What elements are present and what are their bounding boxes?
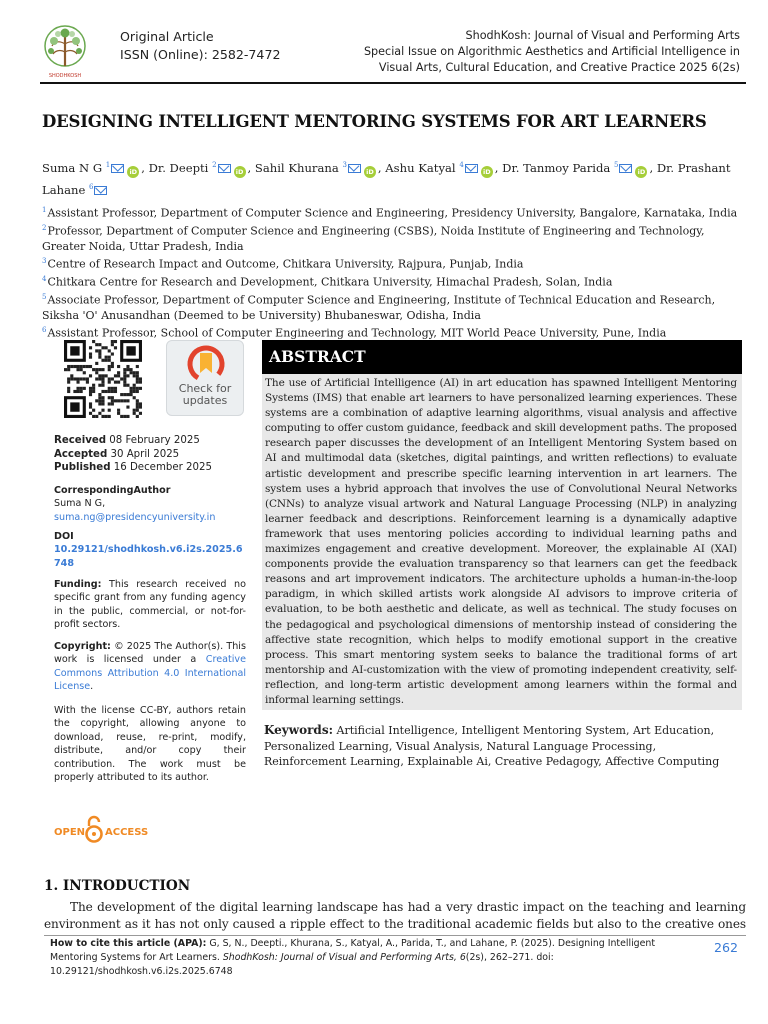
logo-caption: SHODHKOSH [48, 73, 82, 79]
page-number: 262 [713, 940, 738, 955]
affiliation-number: 4 [42, 274, 47, 283]
author-affiliation-number: 4 [459, 161, 464, 169]
doi-block [54, 530, 246, 570]
corresponding-email[interactable]: suma.ng@presidencyuniversity.in [54, 511, 216, 523]
affiliation-text: Professor, Department of Computer Science and Engineering (CSBS), Noida Institute of Engineering and Technology, Greater Noida, Uttar Pradesh, India [42, 224, 705, 253]
qr-code[interactable] [64, 340, 142, 418]
author-separator: , [377, 160, 386, 175]
author-affiliation-number: 2 [212, 161, 217, 169]
affiliation-text: Assistant Professor, Department of Computer Science and Engineering, Presidency University, Bangalore, Karnataka, India [47, 206, 738, 220]
journal-logo [40, 22, 90, 80]
author-name: Ashu Katyal [385, 160, 456, 175]
email-icon[interactable] [619, 164, 632, 173]
affiliation-number: 5 [42, 292, 47, 301]
citation-tail: (2s), 262–271. doi: 10.29121/shodhkosh.v6.i2s.2025.6748 [50, 952, 554, 977]
open-lock-icon [87, 817, 102, 842]
author [42, 161, 149, 175]
author [255, 161, 385, 175]
received-date: 08 February 2025 [109, 435, 200, 446]
copyright-block [54, 640, 246, 694]
author-separator: , [494, 160, 503, 175]
special-issue-line2: Visual Arts, Cultural Education, and Creative Practice 2025 6(2s) [378, 60, 740, 74]
orcid-icon[interactable]: iD [364, 166, 376, 178]
citation-label: How to cite this article (APA): [50, 938, 207, 949]
license-link[interactable]: Creative Commons Attribution 4.0 International License [54, 654, 246, 693]
email-icon[interactable] [94, 186, 107, 195]
publication-dates [54, 434, 246, 475]
affiliation-number: 2 [42, 223, 47, 232]
introduction-paragraph: The development of the digital learning landscape has had a very drastic impact on the teaching and learning environment as it has not only caused a ripple effect to the traditional academic fields but also to the creative ones [44, 900, 746, 932]
corresponding-label: CorrespondingAuthor [54, 485, 171, 496]
journal-name: ShodhKosh: Journal of Visual and Performing Arts [465, 29, 740, 42]
author-affiliation-number: 5 [614, 161, 619, 169]
paper-title: DESIGNING INTELLIGENT MENTORING SYSTEMS FOR ART LEARNERS [42, 112, 707, 131]
license-note: With the license CC-BY, authors retain the copyright, allowing anyone to download, reuse, re-print, modify, distribute, and/or copy their contribution. The work must be properly attributed to its author. [54, 705, 246, 784]
author-name: Sahil Khurana [254, 160, 339, 175]
funding-block [54, 578, 246, 632]
check-updates-icon [167, 343, 245, 387]
orcid-icon[interactable]: iD [481, 166, 493, 178]
citation-journal: ShodhKosh: Journal of Visual and Performing Arts, 6 [222, 952, 466, 963]
author-name: Dr. Deepti [148, 160, 209, 175]
keywords-text: Artificial Intelligence, Intelligent Mentoring System, Art Education, Personalized Learning, Visual Analysis, Natural Language Processing, Reinforcement Learning, Explainable Ai, Creative Pedagogy, Affective Computing [264, 724, 720, 769]
doi-link[interactable]: 10.29121/shodhkosh.v6.i2s.2025.6748 [54, 544, 243, 569]
affiliation-text: Chitkara Centre for Research and Development, Chitkara University, Himachal Pradesh, Solan, India [47, 275, 613, 289]
article-type: Original Article [120, 29, 214, 44]
corresponding-name: Suma N G, [54, 498, 106, 510]
author-list [42, 156, 742, 199]
affiliation [42, 221, 742, 254]
affiliation-text: Assistant Professor, School of Computer Engineering and Technology, MIT World Peace University, Pune, India [47, 326, 667, 340]
copyright-label: Copyright: [54, 641, 111, 652]
funding-text: This research received no specific grant from any funding agency in the public, commercial, or not-for-profit sectors. [54, 579, 246, 631]
author-separator: , [247, 160, 255, 175]
affiliation [42, 203, 742, 221]
header-divider [40, 82, 746, 84]
check-for-updates-badge[interactable] [166, 340, 244, 416]
author-affiliation-number: 6 [89, 182, 94, 191]
abstract-text: The use of Artificial Intelligence (AI) in art education has spawned Intelligent Mentoring Systems (IMS) that enable art learners to have personalized learning experiences. These systems are a combination of adaptive learning algorithms, visual analysis and affective computing to offer custom guidance, feedback and skill development paths. The proposed research paper discusses the development of an Intelligent Mentoring System based on AI and multimodal data (sketches, digital paintings, and written reflections) to evaluate artistic development and prescribe specific learning intervention in art learners. The system uses a hybrid approach that involves the use of Convolutional Neural Networks (CNNs) to analyze visual artwork and Natural Language Processing (NLP) in analyzing learner feedback and descriptions. Reinforcement learning is a dynamically adaptive framework that uses mentoring policies according to individual learning paths and maximizes engagement and creative development. Moreover, the explainable AI (XAI) components provide the evaluation transparency so that learners can get the feedback reasons and art improvement indicators. The architecture upholds a human-in-the-loop paradigm, in which skilled artists work alongside AI advisors to improve criteria of evaluation, to be both aesthetic and delicate, as well as technical. The study focuses on the pedagogical and psychological dimensions of mentorship instead of considering the affective state recognition, which helps to modify emotional support in the creative process. This smart mentoring system seeks to balance the traditional forms of art mentorship and AI-customization with the view of promoting independent creativity, self-reflection, and long-term artistic development among learners within the formal and informal learning settings. [262, 374, 742, 710]
orcid-icon[interactable]: iD [234, 166, 246, 178]
orcid-icon[interactable]: iD [635, 166, 647, 178]
email-icon[interactable] [111, 164, 124, 173]
copyright-text: © 2025 The Author(s). This work is licensed under a [54, 641, 246, 666]
abstract-heading: ABSTRACT [262, 340, 742, 374]
affiliation [42, 272, 742, 290]
affiliation [42, 254, 742, 272]
email-icon[interactable] [465, 164, 478, 173]
section-heading-introduction: 1. INTRODUCTION [44, 878, 191, 894]
author-separator: , [649, 160, 657, 175]
doi-label: DOI [54, 531, 74, 542]
copyright-end: . [90, 681, 94, 693]
email-icon[interactable] [348, 164, 361, 173]
accepted-date: 30 April 2025 [110, 448, 180, 460]
citation-footer [50, 937, 690, 979]
author [149, 161, 255, 175]
affiliation-number: 6 [42, 325, 47, 334]
issn: ISSN (Online): 2582-7472 [120, 47, 281, 62]
orcid-icon[interactable]: iD [127, 166, 139, 178]
citation-text: G, S, N., Deepti., Khurana, S., Katyal, A., Parida, T., and Lahane, P. (2025). Designing Intelligent Mentoring Systems for Art Learners. [50, 938, 656, 963]
author-affiliation-number: 3 [342, 161, 347, 169]
affiliation-number: 1 [42, 206, 47, 214]
author-name: Dr. Tanmoy Parida [502, 160, 611, 175]
open-access-access: ACCESS [105, 827, 149, 838]
author [385, 161, 502, 175]
affiliation [42, 323, 742, 341]
published-label: Published [54, 462, 111, 474]
author-affiliation-number: 1 [105, 161, 111, 169]
keywords-block [264, 723, 740, 770]
funding-label: Funding: [54, 579, 102, 590]
affiliation-text: Centre of Research Impact and Outcome, Chitkara University, Rajpura, Punjab, India [47, 257, 524, 271]
affiliation-number: 3 [42, 256, 47, 265]
open-access-open: OPEN [54, 827, 86, 838]
footer-divider [44, 935, 746, 936]
author-name: Dr. Prashant Lahane [42, 160, 731, 197]
received-label: Received [54, 435, 107, 446]
author-name: Suma N G [42, 160, 103, 175]
accepted-label: Accepted [54, 448, 108, 460]
corresponding-author [54, 484, 246, 524]
affiliation [42, 290, 742, 323]
special-issue-line1: Special Issue on Algorithmic Aesthetics and Artificial Intelligence in [363, 44, 740, 58]
keywords-label: Keywords: [264, 723, 334, 737]
affiliation-list [42, 203, 742, 341]
check-updates-label: Check for updates [178, 382, 232, 407]
author [502, 161, 657, 175]
affiliation-text: Associate Professor, Department of Computer Science and Engineering, Institute of Technical Education and Research, Siksha 'O' Anusandhan (Deemed to be University) Bhubaneswar, Odisha, India [42, 293, 716, 322]
author-separator: , [141, 160, 149, 175]
email-icon[interactable] [218, 164, 231, 173]
published-date: 16 December 2025 [113, 462, 212, 474]
article-meta [120, 28, 280, 64]
open-access-badge [54, 814, 154, 846]
journal-info [340, 28, 740, 75]
